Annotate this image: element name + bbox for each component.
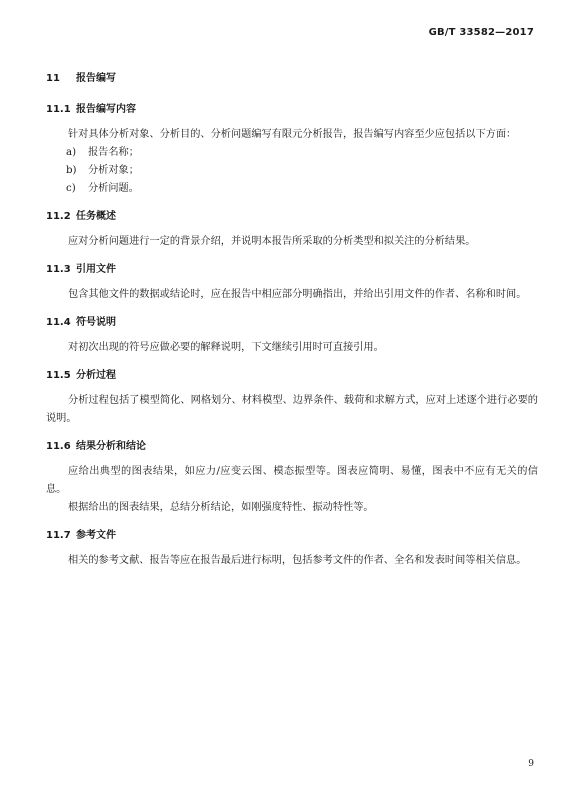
subsection-heading-11-6 (46, 439, 538, 455)
section-title: 报告编写 (76, 73, 116, 84)
subsection-title: 符号说明 (76, 317, 116, 328)
standard-code: GB/T 33582—2017 (428, 27, 534, 38)
paragraph-11-1-intro: 针对具体分析对象、分析目的、分析问题编写有限元分析报告，报告编写内容至少应包括以下方面： (68, 129, 517, 140)
paragraph-11-7: 相关的参考文献、报告等应在报告最后进行标明，包括参考文件的作者、全名和发表时间等相关信息。 (68, 555, 527, 566)
subsection-number: 11.6 (46, 441, 71, 452)
subsection-heading-11-1 (46, 102, 538, 118)
subsection-title: 任务概述 (76, 211, 116, 222)
subsection-number: 11.3 (46, 264, 71, 275)
list-text: 分析对象； (88, 165, 139, 176)
paragraph-11-4: 对初次出现的符号应做必要的解释说明，下文继续引用时可直接引用。 (68, 342, 384, 353)
subsection-number: 11.4 (46, 317, 71, 328)
subsection-number: 11.1 (46, 104, 71, 115)
list-item (46, 180, 538, 198)
page-content (46, 71, 538, 570)
paragraph-11-6-a: 应给出典型的图表结果，如应力/应变云图、模态振型等。图表应简明、易懂，图表中不应有无关的信息。 (46, 466, 538, 495)
subsection-title: 报告编写内容 (76, 104, 136, 115)
list-marker: a) (66, 147, 77, 158)
list-item (46, 162, 538, 180)
list-marker: b) (66, 165, 77, 176)
list-marker: c) (66, 183, 76, 194)
page-number: 9 (528, 759, 534, 769)
subsection-heading-11-5 (46, 368, 538, 384)
section-number: 11 (46, 73, 60, 84)
section-heading-11 (46, 71, 538, 87)
paragraph-11-3: 包含其他文件的数据或结论时，应在报告中相应部分明确指出，并给出引用文件的作者、名称和时间。 (68, 289, 527, 300)
subsection-title: 引用文件 (76, 264, 116, 275)
paragraph-11-2: 应对分析问题进行一定的背景介绍，并说明本报告所采取的分析类型和拟关注的分析结果。 (68, 236, 476, 247)
list-item (46, 144, 538, 162)
subsection-title: 结果分析和结论 (76, 441, 146, 452)
subsection-number: 11.2 (46, 211, 71, 222)
subsection-title: 参考文件 (76, 530, 116, 541)
list-text: 报告名称； (88, 147, 139, 158)
subsection-heading-11-2 (46, 209, 538, 225)
subsection-number: 11.5 (46, 370, 71, 381)
paragraph-11-6-b: 根据给出的图表结果，总结分析结论，如刚强度特性、振动特性等。 (68, 502, 374, 513)
subsection-number: 11.7 (46, 530, 71, 541)
subsection-title: 分析过程 (76, 370, 116, 381)
list-text: 分析问题。 (88, 183, 139, 194)
paragraph-11-5: 分析过程包括了模型简化、网格划分、材料模型、边界条件、载荷和求解方式，应对上述逐个进行必要的说明。 (46, 395, 538, 424)
subsection-heading-11-3 (46, 262, 538, 278)
subsection-heading-11-4 (46, 315, 538, 331)
subsection-heading-11-7 (46, 528, 538, 544)
